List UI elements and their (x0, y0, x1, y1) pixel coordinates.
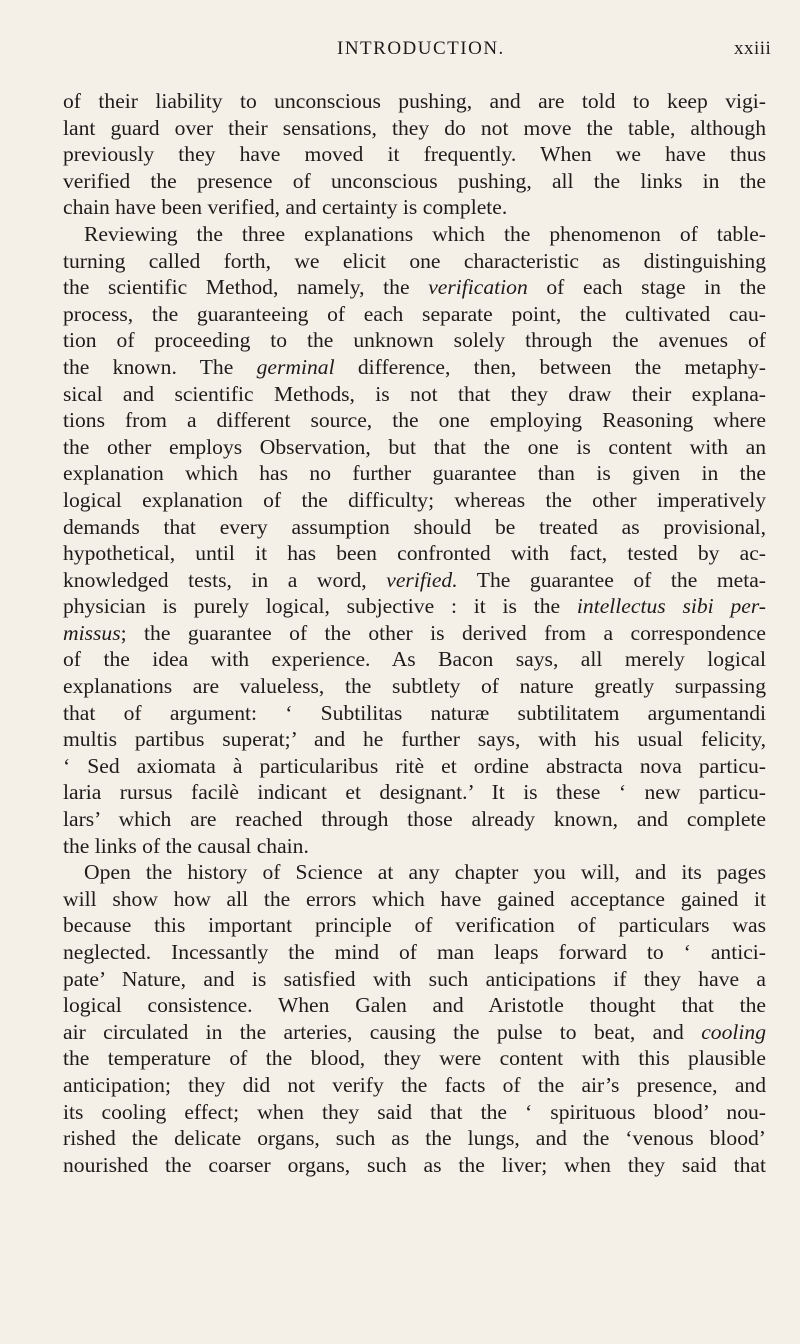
text-line: anticipation; they did not verify the facts of the air’s presence, and (63, 1072, 766, 1097)
text-line: air circulated in the arteries, causing the pulse to beat, and cooling (63, 1019, 766, 1044)
text-line: logical explanation of the difficulty; whereas the other imperatively (63, 487, 766, 512)
text-line: rished the delicate organs, such as the lungs, and the ‘venous blood’ (63, 1126, 766, 1151)
text-line: of their liability to unconscious pushing, and are told to keep vigi- (63, 89, 766, 113)
text-line: verified the presence of unconscious pushing, all the links in the (63, 168, 766, 193)
text-line: the temperature of the blood, they were content with this plausible (63, 1046, 766, 1071)
text-line: laria rursus facilè indicant et designant.’ It is these ‘ new particu- (63, 780, 766, 805)
text-line: explanation which has no further guarantee than is given in the (63, 461, 766, 486)
text-line: sical and scientific Methods, is not that they draw their explana- (63, 381, 766, 406)
text-line: logical consistence. When Galen and Aristotle thought that the (63, 993, 766, 1018)
text-line: that of argument: ‘ Subtilitas naturæ subtilitatem argumentandi (63, 700, 766, 725)
chapter-title: INTRODUCTION. (337, 38, 505, 59)
text-line: chain have been verified, and certainty is complete. (63, 195, 508, 220)
text-line: lars’ which are reached through those already known, and complete (63, 807, 766, 832)
text-line: turning called forth, we elicit one characteristic as distinguishing (63, 248, 766, 273)
text-line: ‘ Sed axiomata à particularibus ritè et ordine abstracta nova particu- (63, 753, 766, 778)
text-line: pate’ Nature, and is satisfied with such anticipations if they have a (63, 966, 766, 991)
text-line: will show how all the errors which have gained acceptance gained it (63, 886, 766, 911)
text-line: the other employs Observation, but that the one is content with an (63, 434, 766, 459)
text-line: multis partibus superat;’ and he further says, with his usual felicity, (63, 727, 766, 752)
body-text (63, 88, 766, 1178)
text-line: of the idea with experience. As Bacon says, all merely logical (63, 647, 766, 672)
page-number: xxiii (734, 38, 772, 59)
text-line: Open the history of Science at any chapter you will, and its pages (84, 860, 766, 885)
text-line: because this important principle of verification of particulars was (63, 913, 766, 938)
running-head (0, 38, 800, 68)
text-line: the scientific Method, namely, the verification of each stage in the (63, 275, 766, 300)
text-line: demands that every assumption should be treated as provisional, (63, 514, 766, 539)
text-line: nourished the coarser organs, such as the liver; when they said that (63, 1152, 766, 1177)
text-line: physician is purely logical, subjective : it is the intellectus sibi per- (63, 594, 766, 619)
text-line: process, the guaranteeing of each separate point, the cultivated cau- (63, 301, 766, 326)
text-line: explanations are valueless, the subtlety of nature greatly surpassing (63, 674, 766, 699)
text-line: the known. The germinal difference, then, between the metaphy- (63, 354, 766, 379)
text-line: Reviewing the three explanations which the phenomenon of table- (84, 221, 766, 246)
text-line: lant guard over their sensations, they do not move the table, although (63, 115, 766, 140)
text-line: its cooling effect; when they said that the ‘ spirituous blood’ nou- (63, 1099, 766, 1124)
text-line: knowledged tests, in a word, verified. The guarantee of the meta- (63, 567, 766, 592)
text-line: tion of proceeding to the unknown solely through the avenues of (63, 328, 766, 353)
text-line: previously they have moved it frequently. When we have thus (63, 142, 766, 167)
text-line: missus; the guarantee of the other is derived from a correspondence (63, 620, 766, 645)
text-line: the links of the causal chain. (63, 833, 309, 858)
text-line: hypothetical, until it has been confronted with fact, tested by ac- (63, 541, 766, 566)
text-line: neglected. Incessantly the mind of man leaps forward to ‘ antici- (63, 940, 766, 964)
text-line: tions from a different source, the one employing Reasoning where (63, 408, 766, 433)
